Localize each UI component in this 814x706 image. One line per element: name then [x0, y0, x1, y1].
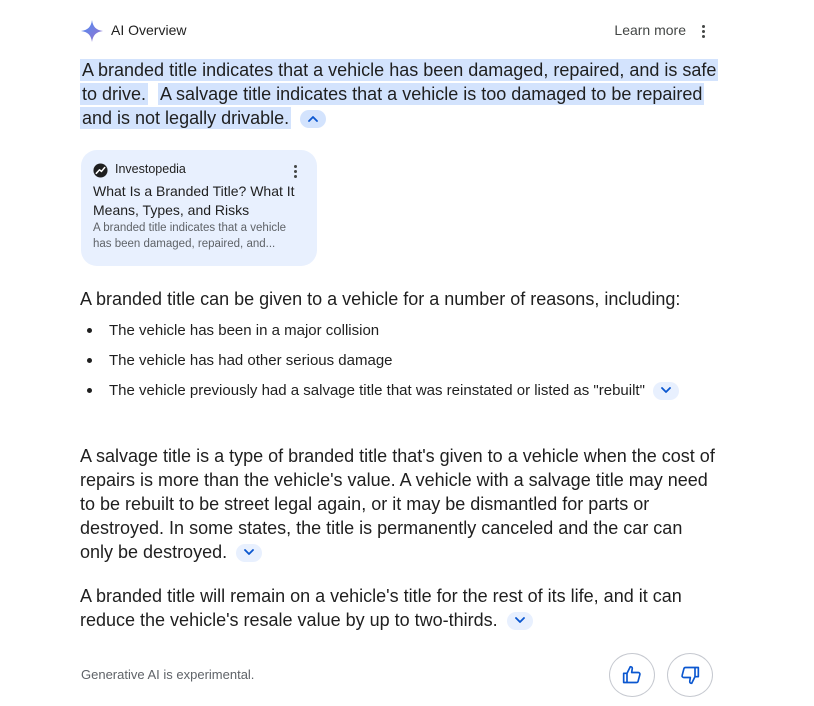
summary-sentence-salvage: A salvage title indicates that a vehicle is too damaged to be repaired and is not legally drivable.	[82, 84, 703, 128]
list-item: The vehicle has had other serious damage	[80, 350, 700, 371]
chevron-down-icon	[661, 387, 671, 394]
investopedia-logo-icon	[93, 163, 108, 178]
salvage-paragraph: A salvage title is a type of branded title that's given to a vehicle when the cost of repairs is more than the vehicle's value. A vehicle with a salvage title may need to be rebuilt to be street legal again, or it may be dismantled for parts or destroyed. In some states, the title is permanently canceled and the car can only be destroyed.	[80, 446, 715, 562]
bullet-icon	[87, 328, 92, 333]
chevron-up-icon	[308, 115, 318, 122]
ai-overview-header	[80, 18, 720, 44]
generative-ai-disclaimer: Generative AI is experimental.	[81, 667, 255, 682]
list-item: The vehicle previously had a salvage title that was reinstated or listed as "rebuilt"	[80, 380, 700, 401]
bullet-icon	[87, 388, 92, 393]
bullet-icon	[87, 358, 92, 363]
chevron-down-icon	[515, 617, 525, 624]
expand-source-button[interactable]	[653, 382, 679, 400]
thumbs-up-icon	[622, 665, 642, 685]
ai-overview-title: AI Overview	[111, 22, 187, 38]
resale-paragraph: A branded title will remain on a vehicle's title for the rest of its life, and it can reduce the vehicle's resale value by up to two-thirds.	[80, 586, 682, 630]
list-item: The vehicle has been in a major collision	[80, 320, 700, 341]
expand-source-button[interactable]	[236, 544, 262, 562]
source-card[interactable]	[81, 150, 317, 266]
card-more-options-icon[interactable]	[292, 164, 300, 178]
summary-sentence-branded: A branded title indicates that a vehicle has been damaged, repaired, and is safe to drive.	[82, 60, 717, 104]
thumbs-down-button[interactable]	[667, 653, 713, 697]
thumbs-up-button[interactable]	[609, 653, 655, 697]
overview-summary	[80, 58, 720, 130]
gemini-sparkle-icon	[80, 19, 104, 43]
thumbs-down-icon	[680, 665, 700, 685]
learn-more-link[interactable]: Learn more	[614, 22, 686, 38]
more-options-icon[interactable]	[700, 22, 708, 40]
expand-source-button[interactable]	[507, 612, 533, 630]
chevron-down-icon	[244, 549, 254, 556]
reasons-list	[80, 320, 700, 410]
source-title: What Is a Branded Title? What It Means, Types, and Risks	[93, 183, 295, 218]
source-name: Investopedia	[115, 162, 186, 176]
reasons-intro: A branded title can be given to a vehicle for a number of reasons, including:	[80, 289, 681, 309]
collapse-sources-button[interactable]	[300, 110, 326, 128]
source-snippet: A branded title indicates that a vehicle has been damaged, repaired, and...	[93, 222, 287, 250]
